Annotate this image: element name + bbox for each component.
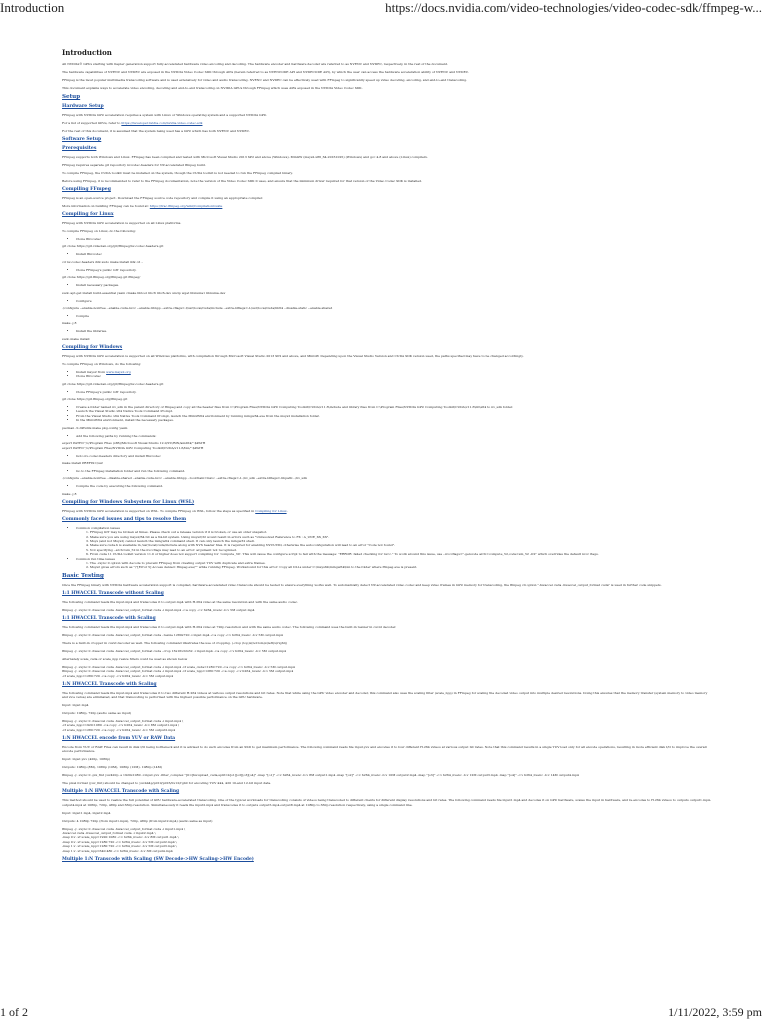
paragraph: FFmpeg supports both Windows and Linux. FFmpeg has been compiled and tested with Microsoft Visual Studio 2013 SP2 and above (Windows), MinGW (msys2-x86_64-20161025) (Windows) and gcc 4.8 and above (Linux) compilers.: [62, 155, 428, 159]
print-datetime: 1/11/2022, 3:59 pm: [668, 1005, 762, 1019]
list-item: • From the Visual Studio x64 Native Tools Command Prompt, launch the MinGW64 environment by running mingw64.exe from the msys2 installation folder.: [76, 414, 712, 418]
heading-transcode-scaling[interactable]: 1:1 HWACCEL Transcode with Scaling: [62, 615, 156, 621]
list-item: • Clone ffnvcodec: [76, 374, 712, 378]
code-block: pacman -S diffutils make pkg-config yasm: [62, 425, 128, 430]
heading-sw-decode-hw-encode[interactable]: Multiple 1:N Transcode with Scaling (SW Decode->HW Scaling->HW Encode): [62, 856, 254, 862]
paragraph: For a list of supported GPUs, refer to https://developer.nvidia.com/nvidia-video-codec-sdk: [62, 121, 203, 125]
heading-1n-encode-yuv[interactable]: 1:N HWACCEL encode from YUV or RAW Data: [62, 735, 176, 741]
paragraph: To compile FFmpeg on Linux, do the following:: [62, 229, 136, 233]
code-block: sudo apt-get install build-essential yasm cmake libtool libc6 libc6-dev unzip wget libnuma1 libnuma-dev: [62, 290, 226, 295]
intro-paragraph: The hardware capabilities of NVENC and NVDEC are exposed in the NVIDIA Video Codec SDK through APIs (herein referred to as NVENCODE API and NVDECODE API), by which the user can access the hardware acceleration ability of NVENC and NVDEC.: [62, 70, 469, 74]
paragraph: There is a built-in cropper in cuvid decoder as well. The following command illustrates the use of cropping. (-crop (top)x(bottom)x(left)x(right)): [62, 640, 288, 645]
step-list: [62, 329, 712, 333]
heading-basic-testing[interactable]: Basic Testing: [62, 572, 104, 579]
list-item: • Install msys2 from www.msys2.org: [76, 370, 712, 374]
list-item: 3. Msys (and not Msys2) cannot launch the mingw64 command shell. It can only launch the mingw32 shell.: [86, 538, 255, 543]
heading-multiple-1n-transcode[interactable]: Multiple 1:N HWACCEL Transcode with Scaling: [62, 789, 180, 795]
list-item: • Clone ffnvcodec: [76, 237, 712, 241]
heading-compiling-wsl[interactable]: Compiling for Windows Subsystem for Linux (WSL): [62, 499, 195, 505]
list-item: • Install the libraries.: [76, 329, 712, 333]
code-block: ffmpeg -y -vsync 0 -hwaccel cuda -hwaccel_output_format cuda –resize 1280x720 -i input.mp4 -c:a copy -c:v h264_nvenc -b:v 5M output.mp4: [62, 632, 283, 637]
step-list: [62, 469, 712, 473]
list-item: • Compile the code by executing the following command.: [76, 484, 712, 488]
paragraph: To compile FFmpeg, the CUDA toolkit must be installed on the system, though the CUDA toolkit is not needed to run the FFmpeg compiled binary.: [62, 171, 293, 175]
step-list: [62, 237, 712, 241]
code-block: make install PREFIX=/usr: [62, 460, 104, 465]
list-item: • Install ffnvcodec: [76, 252, 712, 256]
paragraph: FFmpeg with NVIDIA GPU acceleration requires a system with Linux or Windows operating system and a supported NVIDIA GPU.: [62, 113, 267, 117]
list-item: • Clone FFmpeg's public GIT repository.: [76, 390, 712, 394]
gpu-list-link[interactable]: https://developer.nvidia.com/nvidia-video-codec-sdk: [121, 121, 203, 125]
step-list: [62, 390, 712, 394]
code-block: cd nv-codec-headers && sudo make install && cd –: [62, 259, 143, 264]
heading-compiling-ffmpeg[interactable]: Compiling FFmpeg: [62, 187, 111, 192]
list-item: • Common run time issues 1. The -vsync 0 option with decode to prevent FFmpeg from creating output YUV with duplicate and extra frames. 2. Msys2 gives errors such as "\"[Error 5] Access denied: ffmpeg.exe\"" while running FFmpeg. Workaround for this error: Copy all DLLs under C:\msys64\mingw64\bin to the folder where ffmpeg.exe is present.: [76, 557, 712, 570]
list-item: • Install necessary packages.: [76, 283, 712, 287]
code-block: ./configure --enable-nonfree --disable-shared --enable-cuda-nvcc --enable-libnpp --toolchain=msvc --extra-cflags=-I../nv_sdk --extra-ldflags=-libpath:../nv_sdk: [62, 476, 308, 481]
step-list: [62, 252, 712, 256]
paragraph: To compile FFmpeg on Windows, do the following:: [62, 361, 142, 366]
paragraph: Input: input1.mp4, input2.mp4: [62, 810, 111, 815]
heading-software-setup[interactable]: Software Setup: [62, 137, 102, 142]
code-block: ffmpeg -y -vsync 0 -hwaccel cuda -hwaccel_output_format cuda -i input.mp4 -vf scale_cuda=1280:720 -c:a copy -c:v h264_nvenc -b:v 5M output.mp4 ffmpeg -y -vsync 0 -hwaccel cuda -hwaccel_output_format cuda -i input.mp4 -vf scale_npp=1280:720 -c:a copy -c:v h264_nvenc -b:v 5M output.mp4 -vf scale_npp=1280:720 -c:a copy -c:v h264_nvenc -b:v 5M output.mp4: [62, 664, 295, 678]
step-list: [62, 299, 712, 303]
paragraph: Once the FFmpeg binary with NVIDIA hardware acceleration support is compiled, hardware-accelerated video transcode should be tested to ensure everything works well. To automatically detect NV-accelerated video codec and keep video frames in GPU memory for transcoding, the ffmpeg cli option "-hwaccel cuda -hwaccel_output_format cuda" is used in further code snippets.: [62, 582, 662, 587]
code-block: make -j 8: [62, 321, 77, 326]
list-item: 2. Make sure you are using msys2/64 bit as a 64-bit system. Using msys2/32 would result in errors such as "Unresolved Reference to FX : A_UNE_XX_XX".: [86, 534, 330, 539]
step-list: [62, 484, 712, 488]
code-block: ffmpeg -y -vsync 0 -hwaccel cuda -hwaccel_output_format cuda -i input.mp4 \ -vf scale_npp=1920:1080 -c:a copy -c:v h264_nvenc -b:v 8M output1.mp4 \ -vf scale_npp=1280:720 -c:a copy -c:v h264_nvenc -b:v 5M output2.mp4: [62, 719, 184, 732]
paragraph: FFmpeg requires separate git repository nvcodec-headers for NV-accelerated ffmpeg build.: [62, 163, 206, 167]
code-block: ffmpeg -y -vsync 0 -pix_fmt yuv420p -s 1920x1080 -i input.yuv -filter_complex "[0:v]hwupload_cuda,split=4[o1][o2][o3][o4]" -map "[o1]" -c:v h264_nvenc -b:v 8M output1.mp4 -map "[o2]" -c:v h264_nvenc -b:v 10M output2.mp4 -map "[o3]" -c:v h264_nvenc -b:v 12M output3.mp4 -map "[o4]" -c:v h264_nvenc -b:v 14M output4.mp4: [62, 773, 579, 778]
list-item: 1. FFmpeg GIT may be broken at times. Please check out a release version if it is broken, or use an older snapshot.: [86, 530, 268, 535]
list-item: 6. From cuda 11 CUDA toolkit version 11.0 or higher does not support compiling for 'compute_30'. This will cause the configure script to fail with the message: "ERROR: failed checking for nvcc." To work around this issue, use --nvccflags="-gencode arch=compute_52,code=sm_52 -O2" which overrides the default nvcc flags.: [86, 552, 599, 557]
paragraph: Input: input.mp4: [62, 703, 89, 707]
heading-setup[interactable]: Setup: [62, 94, 81, 100]
list-item: • Clone FFmpeg's public GIT repository.: [76, 268, 712, 272]
code-block: make -j 8: [62, 491, 77, 496]
paragraph: FFmpeg with NVIDIA GPU acceleration is supported on all Windows platforms, with compilation through Microsoft Visual Studio 2013 SP2 and above, and MinGW. Depending upon the Visual Studio Version and CUDA SDK version used, the paths specified may have to be changed accordingly.: [62, 353, 524, 358]
step-list: [62, 283, 712, 287]
code-block: ffmpeg -y -vsync 0 -hwaccel cuda -hwaccel_output_format cuda -i input1.mp4 \ -hwaccel cuda -hwaccel_output_format cuda -i input2.mp4 \ -map 0:v -vf scale_npp=1920:1080 -c:v h264_nvenc -b:v 8M output1.mp4 \ -map 0:v -vf scale_npp=1280:720 -c:v h264_nvenc -b:v 5M output2.mp4 \ -map 1:v -vf scale_npp=1280:720 -c:v h264_nvenc -b:v 5M output3.mp4 \ -map 1:v -vf scale_npp=640:480 -c:v h264_nvenc -b:v 3M output4.mp4: [62, 826, 186, 853]
list-item: • Go to the FFmpeg installation folder and run the following command.: [76, 469, 712, 473]
document-body: [62, 48, 712, 983]
step-list: [62, 405, 712, 423]
list-item: • In the MinGW64 environment, install the necessary packages.: [76, 418, 712, 422]
paragraph: FFmpeg is an open-source project. Download the FFmpeg source code repository and compile it using an appropriate compiler.: [62, 196, 263, 200]
intro-paragraph: FFmpeg is the most popular multimedia transcoding software and is used extensively for video and audio transcoding. NVENC and NVDEC can be effectively used with FFmpeg to significantly speed up video decoding, encoding, and end-to-end transcoding.: [62, 78, 468, 82]
step-list: [62, 268, 712, 272]
paragraph: The pixel format (yuv_fmt) should be changed to yuv444p/p010/p016/nv12/rgb0 for encoding YUV 444, 420 10-and 12-bit input data.: [62, 781, 272, 786]
list-item: • Goto nv-codec-headers directory and install ffnvcodec: [76, 454, 712, 458]
heading-transcode-no-scaling[interactable]: 1:1 HWACCEL Transcode without Scaling: [62, 590, 164, 596]
page-url[interactable]: https://docs.nvidia.com/video-technologies/video-codec-sdk/ffmpeg-w...: [385, 0, 762, 15]
heading-compiling-windows[interactable]: Compiling for Windows: [62, 344, 123, 350]
step-list: [62, 314, 712, 318]
heading-hardware-setup[interactable]: Hardware Setup: [62, 104, 104, 109]
paragraph: The following command reads file input.mp4 and transcodes it to output.mp4 with H.264 video at 720p resolution and with the same audio codec. The following command uses the built-in resizer in cuvid decoder.: [62, 624, 397, 629]
list-item: 5. Not specifying --arch=sm_52 in the nvccflags may lead to an error: argument not recognized.: [86, 547, 237, 552]
paragraph: Alternately scale_cuda or scale_npp resize filters could be used as shown below: [62, 656, 188, 661]
list-item: • Configure: [76, 299, 712, 303]
list-item: • Create a folder named nv_sdk in the parent directory of ffmpeg and copy all the header files from C:\Program Files\NVIDIA GPU Computing Toolkit\CUDA\v11.6\include and library files from C:\Program Files\NVIDIA GPU Computing Toolkit\CUDA\v11.6\lib\x64 to nv_sdk folder.: [76, 405, 712, 409]
list-item: • Compile: [76, 314, 712, 318]
issue-list: [62, 526, 712, 570]
step-list: [62, 454, 712, 458]
code-block: git clone https://git.videolan.org/git/ffmpeg/nv-codec-headers.git: [62, 244, 164, 249]
paragraph: Outputs: 4 1080p 720p (from input1.mp4), 720p, 480p (from input2.mp4) (audio same as input): [62, 818, 213, 823]
list-item: 2. Msys2 gives errors such as "\"[Error 5] Access denied: ffmpeg.exe\"" while running FFmpeg. Workaround for this error: Copy all DLLs under C:\msys64\mingw64\bin to the folder where ffmpeg.exe is present.: [86, 565, 418, 570]
list-item: • Launch the Visual Studio x64 Native Tools Command Prompt.: [76, 409, 712, 413]
doc-title: Introduction: [62, 48, 112, 57]
step-list: [62, 434, 712, 438]
intro-paragraph: This document explains ways to accelerate video encoding, decoding and end-to-end transcoding on NVIDIA GPUs through FFmpeg which uses APIs exposed in the NVIDIA Video Codec SDK.: [62, 86, 363, 90]
paragraph: Outputs: 1080p (8M), 1080p (10M), 1080p (12M), 1080p (14M): [62, 765, 162, 770]
paragraph: More information on building FFmpeg can be found at: https://trac.ffmpeg.org/wiki/CompilationGuide: [62, 204, 223, 208]
code-block: sudo make install: [62, 336, 90, 341]
paragraph: FFmpeg with NVIDIA GPU acceleration is supported on WSL. To compile FFmpeg on WSL, follow the steps as specified in Compiling for Linux.: [62, 508, 288, 513]
paragraph: Before using FFmpeg, it is recommended to refer to the FFmpeg documentation, note the version of the Video Codec SDK it uses, and ensure that the minimum driver required for that version of the Video Codec SDK is installed.: [62, 179, 423, 183]
code-block: ffmpeg -y -vsync 0 -hwaccel cuda -hwaccel_output_format cuda -i input.mp4 -c:a copy -c:v h264_nvenc -b:v 5M output.mp4: [62, 607, 255, 612]
list-item: • Common compilation issues 1. FFmpeg GIT may be broken at times. Please check out a release version if it is broken, or use an older snapshot. 2. Make sure you are using msys2/64 bit as a 64-bit system. Using msys2/32 would result in errors such as "Unresolved Reference to FX : A_UNE_XX_XX". 3. Msys (and not Msys2) cannot launch the mingw64 command shell. It can only launch the mingw32 shell. 4. Make sure cuda.h is available in /usr/local/cuda/include along with NVS header files. It is required for enabling NVCUVID, otherwise the autoconfiguration will lead to an error "Code not found". 5. Not specifying --arch=sm_52 in the nvccflags may lead to an error: argument not recognized. 6. From cuda 11 CUDA toolkit version 11.0 or higher does not support compiling for 'compute_30'. This will cause the configure script to fail with the message: "ERROR: failed checking for nvcc." To work around this issue, use --nvccflags="-gencode arch=compute_52,code=sm_52 -O2" which overrides the default nvcc flags.: [76, 526, 712, 557]
code-block: git clone https://git.ffmpeg.org/ffmpeg.git ffmpeg/: [62, 275, 141, 280]
paragraph: The following command reads file input.mp4 and transcodes it to two different H.264 videos at various output resolutions and bit rates. Note that while using the GPU video encoder and decoder, this command also uses the scaling filter (scale_npp) in FFmpeg for scaling the decoded video output into multiple desired resolutions. Doing this ensures that the memory transfer (system memory to video memory and vice versa) are eliminated, and that transcoding is performed with the highest possible performance on the GPU hardware.: [62, 690, 708, 699]
paragraph: FFmpeg with NVIDIA GPU acceleration is supported on all Linux platforms.: [62, 221, 182, 225]
code-block: ./configure --enable-nonfree --enable-cuda-nvcc --enable-libnpp --extra-cflags=-I/usr/local/cuda/include --extra-ldflags=-L/usr/local/cuda/lib64 --disable-static --enable-shared: [62, 306, 333, 311]
list-item: 1. The -vsync 0 option with decode to prevent FFmpeg from creating output YUV with duplicate and extra frames.: [86, 560, 266, 565]
paragraph: Input: input.yuv (420p, 1080p): [62, 757, 111, 762]
code-block: git clone https://git.ffmpeg.org/ffmpeg.git: [62, 397, 128, 402]
page-title: Introduction: [0, 0, 65, 15]
step-list: [62, 370, 712, 379]
msys2-link[interactable]: www.msys2.org: [106, 369, 131, 374]
paragraph: Encode from YUV or RAW Files can result in disk I/O being bottleneck and it is advised to do such encodes from an SSD to get maximum performance. The following command reads file input.yuv and encodes it to four different H.264 videos at various output bit rates. Note that this command results in a single YUV load only for all encode operations, resulting in more efficient disk I/O to improve the overall encode performance.: [62, 744, 707, 754]
paragraph: The following command reads file input.mp4 and transcodes it to output.mp4 with H.264 video at the same resolution and with the same audio codec.: [62, 599, 299, 604]
list-item: • Add the following paths by running the commands:: [76, 434, 712, 438]
print-footer: [0, 1004, 768, 1024]
heading-compiling-linux[interactable]: Compiling for Linux: [62, 212, 114, 217]
code-block: export PATH="/c/Program Files (x86)/Microsoft Visual Studio 12.0/VC/BIN/amd64/":$PATH export PATH="/c/Program Files/NVIDIA GPU Computing Toolkit/CUDA/v11.6/bin/":$PATH: [62, 441, 206, 450]
compilation-guide-link[interactable]: https://trac.ffmpeg.org/wiki/CompilationGuide: [149, 204, 223, 208]
intro-paragraph: All NVIDIA® GPUs starting with Kepler generation support fully-accelerated hardware video encoding and decoding. The hardware encoder and hardware decoder are referred to as NVENC and NVDEC, respectively, in the rest of the document.: [62, 62, 449, 66]
paragraph: Outputs: 1080p, 720p (audio same as input): [62, 711, 132, 715]
heading-common-issues[interactable]: Commonly faced issues and tips to resolve them: [62, 516, 187, 522]
print-header: [0, 0, 768, 20]
paragraph: For the rest of this document, it is assumed that the system being used has a GPU which has both NVENC and NVDEC.: [62, 129, 250, 133]
list-item: 4. Make sure cuda.h is available in /usr/local/cuda/include along with NVS header files. It is required for enabling NVCUVID, otherwise the autoconfiguration will lead to an error "Code not found".: [86, 543, 396, 548]
code-block: git clone https://git.videolan.org/git/ffmpeg/nv-codec-headers.git: [62, 381, 164, 386]
compiling-linux-link[interactable]: Compiling for Linux: [255, 508, 287, 513]
heading-prerequisites[interactable]: Prerequisites: [62, 146, 97, 151]
page-number: 1 of 2: [0, 1005, 28, 1019]
heading-1n-transcode-scaling[interactable]: 1:N HWACCEL Transcode with Scaling: [62, 681, 157, 687]
code-block: ffmpeg -y -vsync 0 -hwaccel cuda -hwaccel_output_format cuda –crop 16x16x32x32 -i input.mp4 -c:a copy -c:v h264_nvenc -b:v 5M output.mp4: [62, 648, 286, 653]
paragraph: This method should be used to realize the full potential of GPU hardware-accelerated transcoding. One of the typical workloads for transcoding consists of videos being transcoded to different clients for different display resolutions and bit rates. The following command reads file input1.mp4 and decodes it on GPU hardware, scales the input in hardware, and re-encodes to H.264 videos to outputs output1.mp4-output4.mp4 at 1080p, 720p, 480p and 360p resolution. Simultaneously it reads file input2.mp4 and transcodes it to outputs output5.mp4-output8.mp4 at 1080p to 360p resolution respectively, using a single command line.: [62, 798, 711, 807]
